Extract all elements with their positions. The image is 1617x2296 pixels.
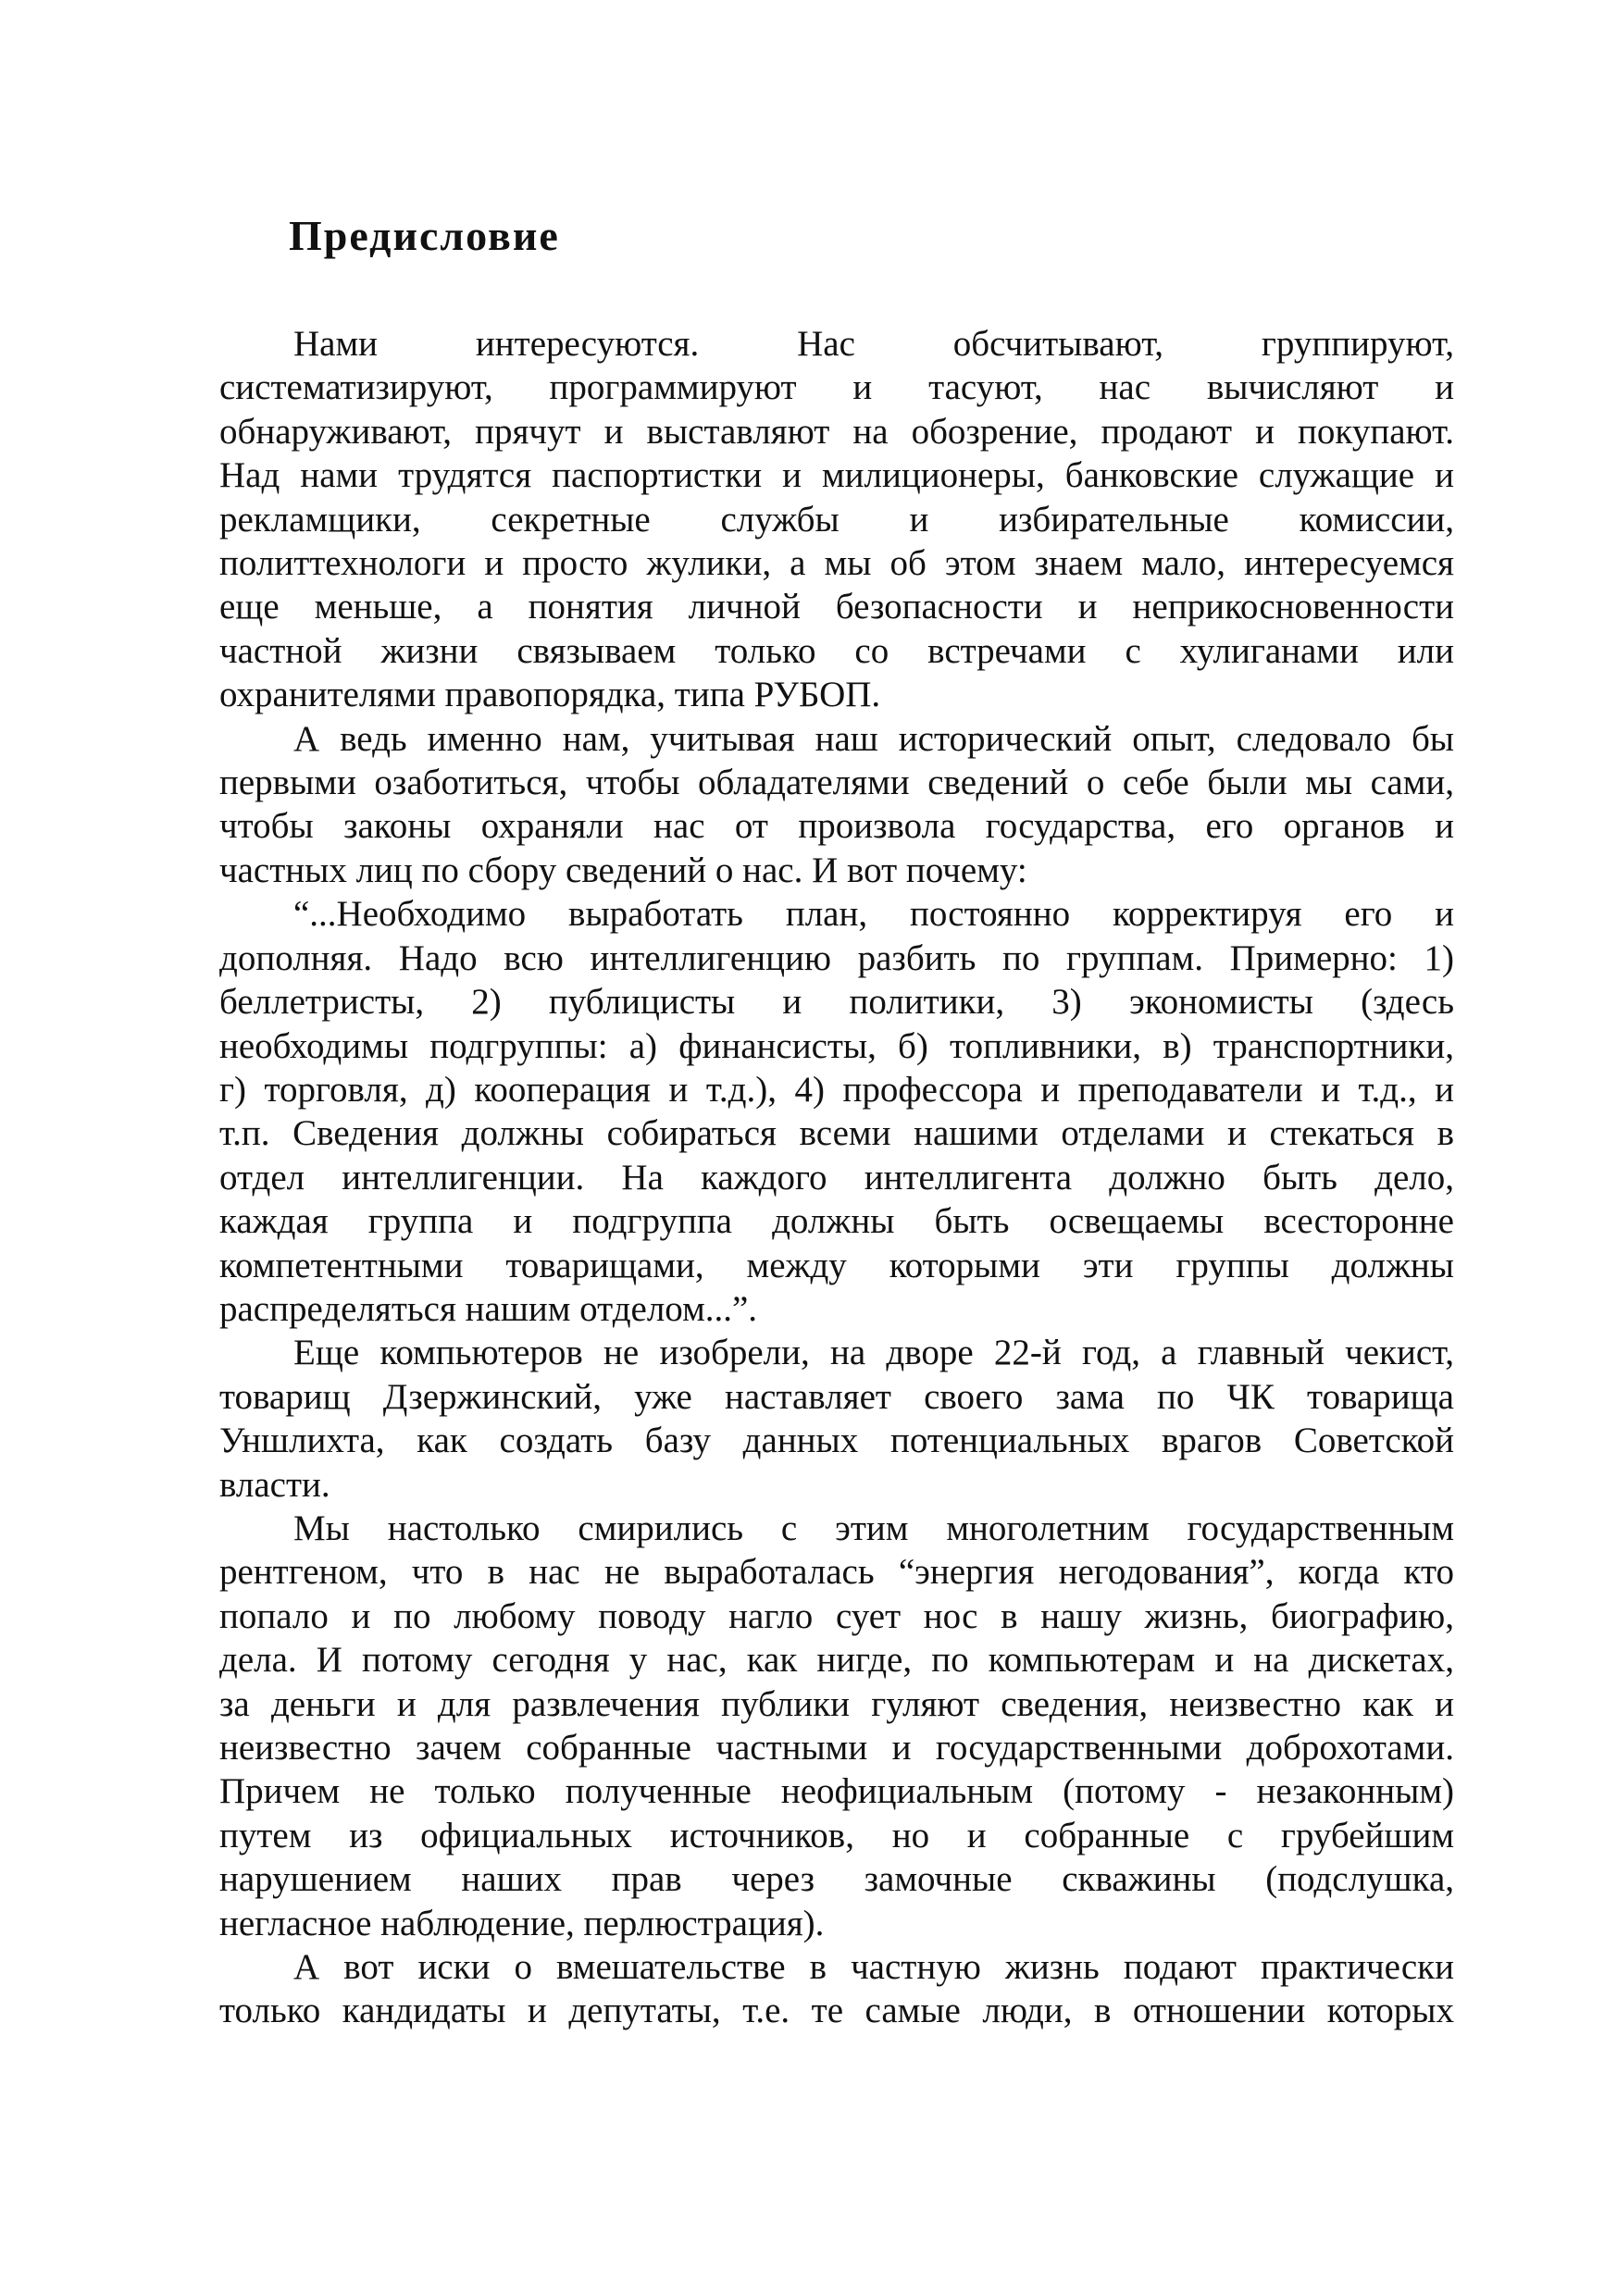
- text-line: Мы настолько смирились с этим многолетним государственным: [293, 1508, 1454, 1548]
- page-title: Предисловие: [289, 212, 560, 259]
- text-line: политтехнологи и просто жулики, а мы об этом знаем мало, интересуемся: [219, 543, 1454, 584]
- text-line: частных лиц по сбору сведений о нас. И вот почему:: [219, 850, 1027, 890]
- text-line: Нами интересуются. Нас обсчитывают, группируют,: [293, 324, 1454, 364]
- text-line: систематизируют, программируют и тасуют, нас вычисляют и: [219, 367, 1454, 408]
- text-line: распределяться нашим отделом...”.: [219, 1288, 758, 1329]
- paragraph-5: [219, 1507, 1454, 1945]
- text-line: Причем не только полученные неофициальным (потому - незаконным): [219, 1771, 1454, 1812]
- body-text: [219, 322, 1454, 2033]
- text-line: А вот иски о вмешательстве в частную жизнь подают практически: [293, 1947, 1454, 1988]
- text-line: компетентными товарищами, между которыми эти группы должны: [219, 1245, 1454, 1285]
- text-line: частной жизни связываем только со встречами с хулиганами или: [219, 630, 1454, 671]
- text-line: Еще компьютеров не изобрели, на дворе 22-й год, а главный чекист,: [293, 1333, 1454, 1373]
- text-line: т.п. Сведения должны собираться всеми нашими отделами и стекаться в: [219, 1113, 1454, 1154]
- text-line: беллетристы, 2) публицисты и политики, 3) экономисты (здесь: [219, 982, 1454, 1023]
- paragraph-1: [219, 322, 1454, 717]
- text-line: дела. И потому сегодня у нас, как нигде, по компьютерам и на дискетах,: [219, 1640, 1454, 1681]
- paragraph-6: [219, 1945, 1454, 2033]
- text-line: негласное наблюдение, перлюстрация).: [219, 1903, 825, 1943]
- text-line: товарищ Дзержинский, уже наставляет своего зама по ЧК товарища: [219, 1376, 1454, 1417]
- text-line: только кандидаты и депутаты, т.е. те самые люди, в отношении которых: [219, 1991, 1454, 2031]
- text-line: чтобы законы охраняли нас от произвола государства, его органов и: [219, 806, 1454, 847]
- text-line: необходимы подгруппы: а) финансисты, б) топливники, в) транспортники,: [219, 1025, 1454, 1066]
- text-line: попало и по любому поводу нагло сует нос в нашу жизнь, биографию,: [219, 1595, 1454, 1636]
- text-line: охранителями правопорядка, типа РУБОП.: [219, 675, 881, 715]
- text-line: неизвестно зачем собранные частными и государственными доброхотами.: [219, 1728, 1454, 1768]
- paragraph-3-quote: [219, 892, 1454, 1331]
- text-line: каждая группа и подгруппа должны быть освещаемы всесторонне: [219, 1201, 1454, 1242]
- text-line: “...Необходимо выработать план, постоянно корректируя его и: [293, 894, 1454, 935]
- text-line: дополняя. Надо всю интеллигенцию разбить по группам. Примерно: 1): [219, 937, 1454, 978]
- text-line: еще меньше, а понятия личной безопасности и неприкосновенности: [219, 587, 1454, 627]
- text-line: путем из официальных источников, но и собранные с грубейшим: [219, 1815, 1454, 1855]
- text-line: нарушением наших прав через замочные скважины (подслушка,: [219, 1859, 1454, 1900]
- text-line: первыми озаботиться, чтобы обладателями сведений о себе были мы сами,: [219, 763, 1454, 803]
- text-line: рентгеном, что в нас не выработалась “энергия негодования”, когда кто: [219, 1552, 1454, 1593]
- text-line: отдел интеллигенции. На каждого интеллигента должно быть дело,: [219, 1157, 1454, 1198]
- text-line: Уншлихта, как создать базу данных потенциальных врагов Советской: [219, 1421, 1454, 1461]
- paragraph-4: [219, 1331, 1454, 1507]
- text-line: власти.: [219, 1464, 330, 1505]
- text-line: за деньги и для развлечения публики гуляют сведения, неизвестно как и: [219, 1683, 1454, 1724]
- paragraph-2: [219, 717, 1454, 893]
- text-line: А ведь именно нам, учитывая наш исторический опыт, следовало бы: [293, 718, 1454, 759]
- text-line: рекламщики, секретные службы и избирательные комиссии,: [219, 499, 1454, 540]
- text-line: Над нами трудятся паспортистки и милиционеры, банковские служащие и: [219, 455, 1454, 496]
- text-line: г) торговля, д) кооперация и т.д.), 4) профессора и преподаватели и т.д., и: [219, 1069, 1454, 1110]
- text-line: обнаруживают, прячут и выставляют на обозрение, продают и покупают.: [219, 411, 1454, 452]
